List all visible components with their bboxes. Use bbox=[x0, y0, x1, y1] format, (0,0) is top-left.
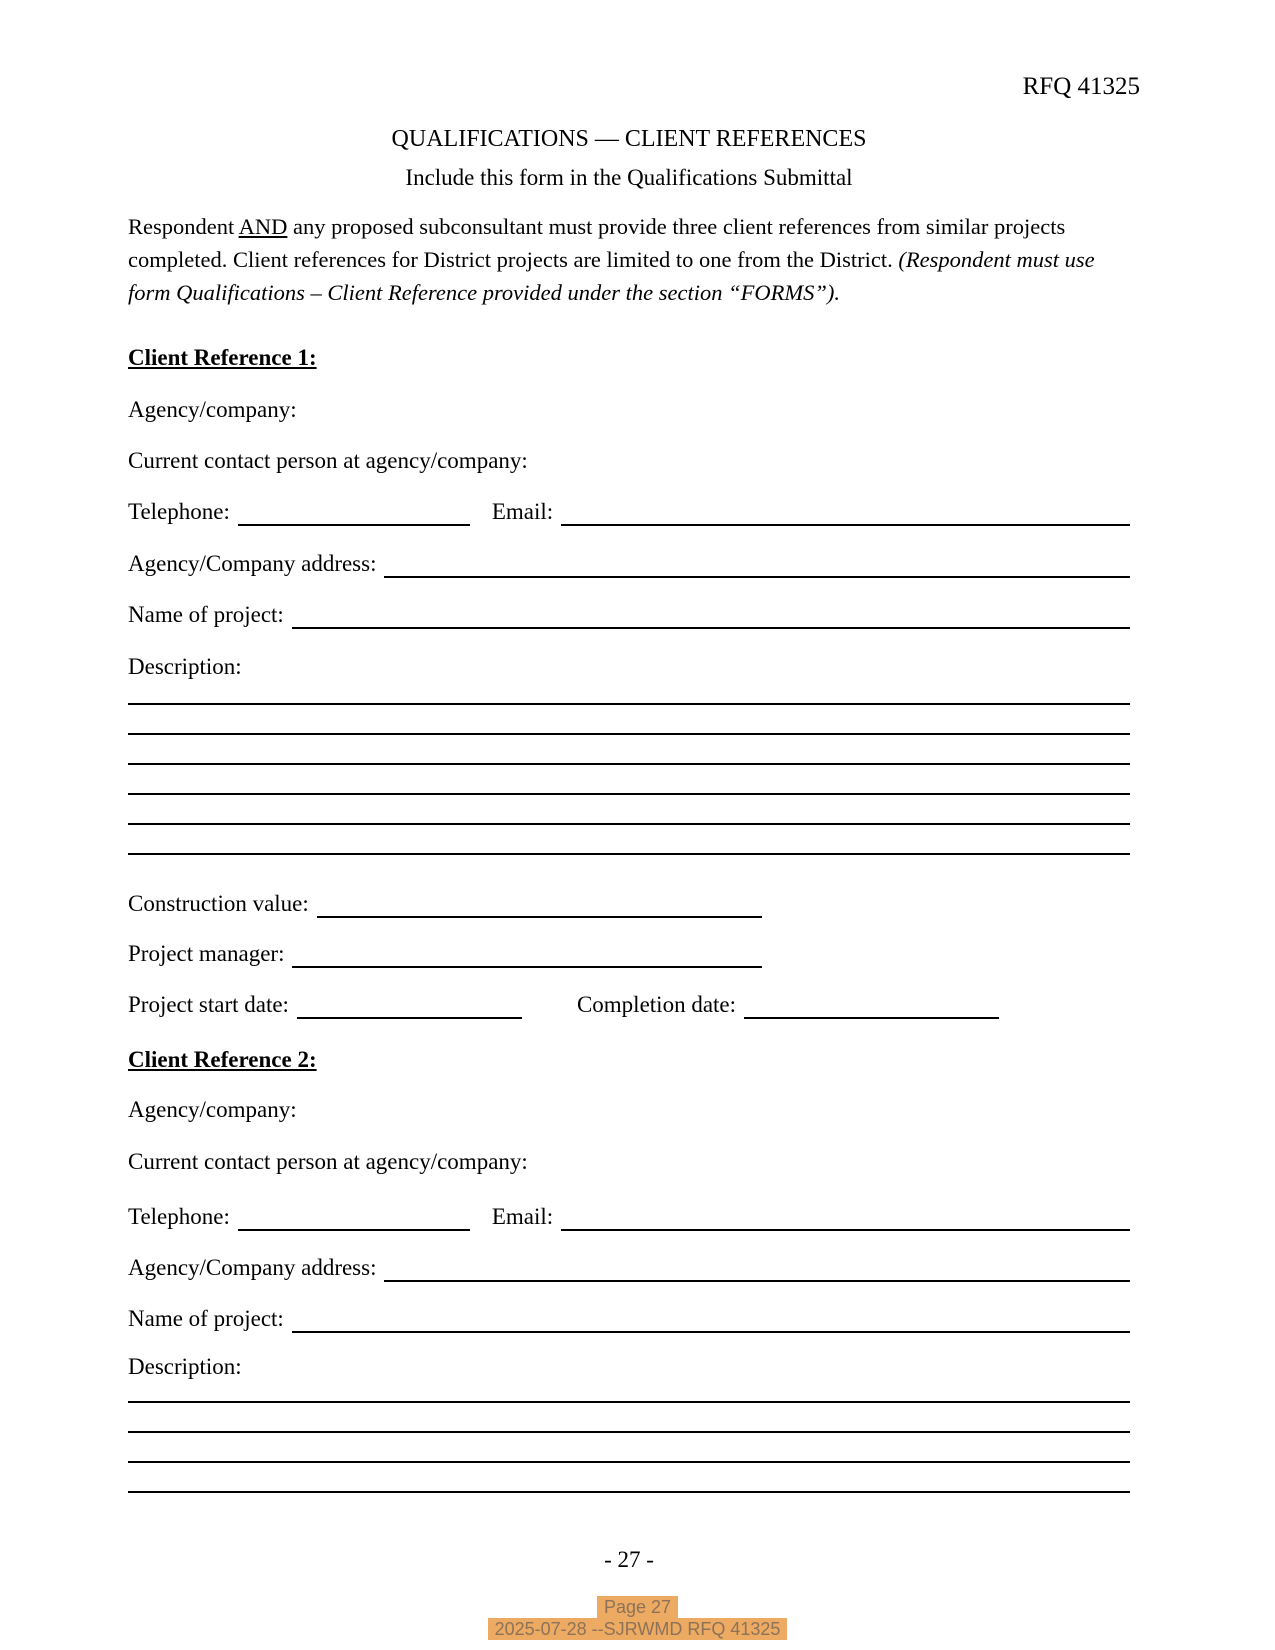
intro-text-middle: any proposed subconsultant must provide three client references from similar projects completed. Client references for District projects are limited to one from the District. bbox=[128, 214, 1066, 272]
ruled-line bbox=[128, 735, 1130, 765]
section-2-agency-row bbox=[128, 1096, 1130, 1124]
ruled-line bbox=[128, 825, 1130, 855]
section-1-heading: Client Reference 1: bbox=[128, 345, 317, 370]
intro-text-start: Respondent bbox=[128, 214, 239, 239]
ruled-line bbox=[128, 705, 1130, 735]
start-date-field-line bbox=[297, 993, 522, 1019]
email-label: Email: bbox=[491, 1204, 554, 1229]
section-1-agency-row bbox=[128, 396, 1130, 424]
ruled-line bbox=[128, 795, 1130, 825]
address-label: Agency/Company address: bbox=[128, 1255, 377, 1280]
intro-paragraph bbox=[128, 210, 1113, 309]
contact-person-label: Current contact person at agency/company: bbox=[128, 448, 528, 473]
section-2-address-row bbox=[128, 1254, 1130, 1282]
stamp-date-line: 2025-07-28 --SJRWMD RFQ 41325 bbox=[488, 1618, 788, 1640]
email-field-line bbox=[561, 1205, 1130, 1231]
description-label: Description: bbox=[128, 654, 242, 679]
ruled-line bbox=[128, 1463, 1130, 1493]
section-1-description-ruled-lines bbox=[128, 675, 1130, 855]
section-1-project-name-row bbox=[128, 601, 1130, 629]
section-1-dates-row bbox=[128, 991, 1130, 1019]
ruled-line bbox=[128, 1403, 1130, 1433]
section-1-project-manager-row bbox=[128, 940, 1130, 968]
section-1-contact-row bbox=[128, 447, 1130, 475]
project-manager-field-line bbox=[292, 942, 762, 968]
description-label: Description: bbox=[128, 1354, 242, 1379]
completion-date-field-line bbox=[744, 993, 999, 1019]
ruled-line bbox=[128, 765, 1130, 795]
telephone-field-line bbox=[238, 500, 470, 526]
form-subtitle: Include this form in the Qualifications Submittal bbox=[405, 165, 853, 190]
section-2-project-name-row bbox=[128, 1305, 1130, 1333]
address-label: Agency/Company address: bbox=[128, 551, 377, 576]
project-name-label: Name of project: bbox=[128, 1306, 284, 1331]
intro-and-underlined: AND bbox=[238, 214, 288, 239]
section-1-telephone-email-row bbox=[128, 498, 1130, 526]
section-2-heading-row bbox=[128, 1046, 1130, 1074]
email-field-line bbox=[561, 500, 1130, 526]
address-field-line bbox=[384, 552, 1130, 578]
section-2-contact-row bbox=[128, 1148, 1130, 1176]
ruled-line bbox=[128, 675, 1130, 705]
ruled-line bbox=[128, 1373, 1130, 1403]
start-date-label: Project start date: bbox=[128, 992, 289, 1017]
construction-value-label: Construction value: bbox=[128, 891, 309, 916]
project-name-field-line bbox=[292, 603, 1130, 629]
project-name-field-line bbox=[292, 1307, 1130, 1333]
section-1-heading-row bbox=[128, 344, 1130, 372]
telephone-label: Telephone: bbox=[128, 1204, 230, 1229]
section-2-description-ruled-lines bbox=[128, 1373, 1130, 1493]
address-field-line bbox=[384, 1256, 1130, 1282]
email-label: Email: bbox=[491, 499, 554, 524]
section-2-heading: Client Reference 2: bbox=[128, 1047, 317, 1072]
ruled-line bbox=[128, 1433, 1130, 1463]
form-title: QUALIFICATIONS — CLIENT REFERENCES bbox=[391, 126, 867, 152]
project-name-label: Name of project: bbox=[128, 602, 284, 627]
section-2-telephone-email-row bbox=[128, 1203, 1130, 1231]
construction-value-field-line bbox=[317, 892, 762, 918]
telephone-field-line bbox=[238, 1205, 470, 1231]
rfq-number: RFQ 41325 bbox=[1022, 73, 1140, 100]
section-1-address-row bbox=[128, 550, 1130, 578]
completion-date-label: Completion date: bbox=[576, 992, 737, 1017]
stamp-page-line: Page 27 bbox=[597, 1596, 678, 1618]
agency-company-label: Agency/company: bbox=[128, 397, 297, 422]
contact-person-label: Current contact person at agency/company: bbox=[128, 1149, 528, 1174]
agency-company-label: Agency/company: bbox=[128, 1097, 297, 1122]
page-number: - 27 - bbox=[604, 1547, 654, 1572]
timestamp-stamp bbox=[0, 1596, 1275, 1640]
section-1-construction-value-row bbox=[128, 890, 1130, 918]
telephone-label: Telephone: bbox=[128, 499, 230, 524]
intro-text-italic: (Respondent must use form Qualifications – Client Reference provided under the section “FORMS”). bbox=[128, 247, 1095, 305]
project-manager-label: Project manager: bbox=[128, 941, 285, 966]
